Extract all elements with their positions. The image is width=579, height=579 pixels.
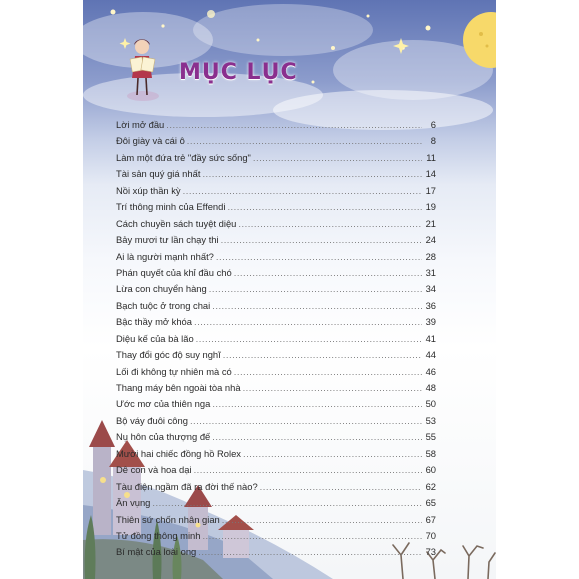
- toc-entry: [116, 117, 436, 133]
- toc-entry-title: Lời mở đầu: [116, 119, 165, 130]
- toc-entry-page: 14: [425, 168, 436, 180]
- toc-leader-dots: [196, 331, 422, 347]
- toc-entry: [116, 314, 436, 330]
- toc-entry-title: Thiên sứ chốn nhân gian: [116, 513, 220, 525]
- toc-entry-title: Tử đồng thông minh: [116, 529, 201, 541]
- toc-entry: [116, 150, 436, 166]
- toc-entry: [116, 396, 436, 412]
- toc-leader-dots: [183, 183, 422, 199]
- toc-entry: [116, 199, 436, 215]
- toc-leader-dots: [187, 133, 422, 149]
- toc-entry-title: Ai là người mạnh nhất?: [116, 250, 214, 262]
- toc-entry: [116, 133, 436, 149]
- toc-entry-page: 67: [425, 513, 436, 525]
- toc-entry-page: 44: [425, 349, 436, 361]
- toc-entry-title: Nồi xúp thần kỳ: [116, 184, 181, 196]
- toc-entry-page: 55: [425, 431, 436, 443]
- toc-leader-dots: [202, 166, 422, 182]
- toc-leader-dots: [221, 232, 422, 248]
- toc-entry-title: Ước mơ của thiên nga: [116, 398, 211, 410]
- toc-entry-title: Phán quyết của khỉ đầu chó: [116, 266, 232, 278]
- toc-entry: [116, 216, 436, 232]
- toc-entry: [116, 183, 436, 199]
- toc-entry: [116, 364, 436, 380]
- toc-entry: [116, 479, 436, 495]
- toc-entry: [116, 528, 436, 544]
- toc-entry-title: Thang máy bên ngoài tòa nhà: [116, 382, 241, 393]
- toc-leader-dots: [212, 396, 422, 412]
- toc-entry-page: 48: [425, 382, 436, 393]
- toc-leader-dots: [234, 265, 422, 281]
- toc-entry-title: Lừa con chuyển hàng: [116, 283, 207, 295]
- toc-entry-page: 21: [425, 217, 436, 229]
- toc-entry: [116, 544, 436, 560]
- table-of-contents: [116, 117, 436, 561]
- toc-entry-title: Làm một đứa trẻ "đầy sức sống": [116, 151, 251, 163]
- toc-leader-dots: [216, 249, 422, 265]
- toc-leader-dots: [222, 512, 422, 528]
- toc-entry: [116, 495, 436, 511]
- toc-entry-title: Mười hai chiếc đồng hồ Rolex: [116, 447, 241, 459]
- toc-leader-dots: [194, 314, 422, 330]
- toc-entry-title: Lối đi không tự nhiên mà có: [116, 365, 232, 377]
- toc-entry-title: Tàu điện ngầm đã ra đời thế nào?: [116, 480, 258, 492]
- toc-leader-dots: [223, 347, 422, 363]
- toc-entry-title: Thay đổi góc độ suy nghĩ: [116, 349, 221, 361]
- toc-entry-title: Bí mật của loài ong: [116, 546, 197, 558]
- toc-entry-page: 53: [425, 414, 436, 426]
- toc-leader-dots: [227, 199, 422, 215]
- toc-entry-page: 36: [425, 299, 436, 311]
- toc-entry-page: 46: [425, 365, 436, 377]
- toc-entry: [116, 347, 436, 363]
- page-title: MỤC LỤC: [179, 60, 298, 85]
- toc-leader-dots: [209, 281, 422, 297]
- toc-leader-dots: [198, 544, 422, 560]
- toc-entry-title: Tài sản quý giá nhất: [116, 168, 201, 180]
- toc-leader-dots: [152, 495, 422, 511]
- toc-leader-dots: [234, 364, 422, 380]
- toc-entry: [116, 298, 436, 314]
- toc-entry-title: Bảy mươi tư lần chạy thi: [116, 234, 219, 246]
- toc-entry: [116, 331, 436, 347]
- toc-entry: [116, 429, 436, 445]
- toc-leader-dots: [194, 462, 422, 478]
- book-page: [83, 0, 496, 579]
- toc-entry-page: 50: [425, 398, 436, 410]
- toc-entry-title: Trí thông minh của Effendi: [116, 201, 226, 213]
- toc-entry: [116, 265, 436, 281]
- toc-entry: [116, 232, 436, 248]
- toc-entry-page: 19: [425, 201, 436, 213]
- toc-entry-page: 6: [430, 119, 436, 130]
- toc-entry-title: Bộ váy đuôi công: [116, 414, 188, 426]
- toc-entry-title: Bạch tuộc ở trong chai: [116, 299, 211, 311]
- toc-entry-title: Dê con và hoa dại: [116, 464, 192, 476]
- toc-leader-dots: [212, 429, 422, 445]
- toc-entry-page: 39: [425, 316, 436, 328]
- toc-entry: [116, 446, 436, 462]
- toc-entry-page: 65: [425, 497, 436, 509]
- toc-entry-page: 58: [425, 447, 436, 459]
- toc-entry-title: Ăn vụng: [116, 497, 151, 509]
- toc-entry: [116, 380, 436, 396]
- toc-entry-page: 34: [425, 283, 436, 295]
- toc-entry: [116, 166, 436, 182]
- toc-leader-dots: [243, 446, 422, 462]
- toc-entry-title: Cách chuyền sách tuyệt diệu: [116, 217, 237, 229]
- toc-leader-dots: [243, 380, 422, 396]
- toc-entry-title: Diệu kế của bà lão: [116, 332, 194, 344]
- toc-entry: [116, 413, 436, 429]
- toc-leader-dots: [166, 117, 422, 133]
- toc-entry-page: 8: [430, 135, 436, 147]
- toc-entry-page: 17: [425, 184, 436, 196]
- toc-leader-dots: [253, 150, 422, 166]
- toc-entry: [116, 462, 436, 478]
- toc-entry-page: 70: [425, 529, 436, 541]
- toc-entry-page: 41: [425, 332, 436, 344]
- toc-leader-dots: [212, 298, 422, 314]
- toc-entry-page: 62: [425, 480, 436, 492]
- toc-entry-page: 28: [425, 250, 436, 262]
- toc-entry-title: Nụ hôn của thượng đế: [116, 431, 211, 443]
- toc-leader-dots: [260, 479, 422, 495]
- toc-leader-dots: [238, 216, 422, 232]
- toc-entry: [116, 249, 436, 265]
- toc-entry-title: Bậc thầy mở khóa: [116, 316, 192, 328]
- toc-leader-dots: [202, 528, 422, 544]
- toc-entry-page: 31: [425, 266, 436, 278]
- toc-entry: [116, 512, 436, 528]
- toc-entry-page: 60: [425, 464, 436, 476]
- toc-entry-page: 24: [425, 234, 436, 246]
- toc-leader-dots: [190, 413, 422, 429]
- toc-entry-page: 11: [426, 151, 436, 163]
- toc-entry-title: Đôi giày và cái ô: [116, 135, 185, 147]
- toc-entry: [116, 281, 436, 297]
- toc-entry-page: 73: [425, 546, 436, 558]
